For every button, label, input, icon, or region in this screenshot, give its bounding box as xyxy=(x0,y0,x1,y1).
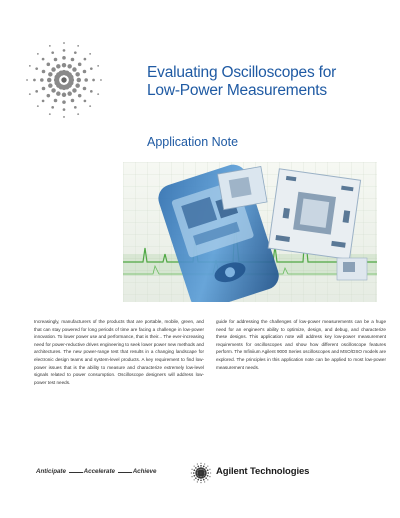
hero-image xyxy=(123,162,377,302)
tagline-word-2: Accelerate xyxy=(83,468,115,475)
body-column-1 xyxy=(34,318,204,389)
tagline-word-1: Anticipate xyxy=(36,468,66,475)
tagline-blank xyxy=(69,472,83,473)
body-paragraph-2: guide for addressing the challenges of low-power measurements can be a huge need for an engineer's ability to optimize, design, and debug, and characterize these designs. This application note will address key low-power measurement requirements for oscilloscopes and show how different oscilloscope features perform. The Infiniium Agilent 9000 Series oscilloscopes and MSO/DSO models are explored. The principles in this application note can be applied to most low-power measurement needs. xyxy=(216,319,386,370)
circuit-board-large xyxy=(268,169,360,260)
body-column-2 xyxy=(216,318,386,389)
body-text xyxy=(34,318,386,389)
circuit-board-small xyxy=(218,167,268,210)
document-title xyxy=(147,64,387,100)
body-paragraph-1: Increasingly, manufacturers of the products that are portable, mobile, green, and that can stay powered for long periods of time are facing a challenge in low-power innovation. To lower power use and performance, that is their... The ever-increasing need for power-reductive drives engineering to seek lower power new methods and architectures. The new power-range test that results in a changing landscape for electronic design teams and system-level products. A key requirement to find low-power issues that is the ability to measure and characterize extremely low-level signals related to power consumption. Oscilloscope designers will address low-power test needs. xyxy=(34,319,204,385)
tagline xyxy=(36,468,156,475)
title-line-2: Low-Power Measurements xyxy=(147,82,327,99)
tagline-word-3: Achieve xyxy=(132,468,157,475)
agilent-footer-logo-icon xyxy=(190,462,212,484)
company-name: Agilent Technologies xyxy=(216,466,310,477)
circuit-board-right xyxy=(337,258,367,280)
agilent-spark-icon xyxy=(22,38,106,122)
title-line-1: Evaluating Oscilloscopes for xyxy=(147,64,337,81)
tagline-blank xyxy=(118,472,132,473)
document-subtitle: Application Note xyxy=(147,135,239,149)
